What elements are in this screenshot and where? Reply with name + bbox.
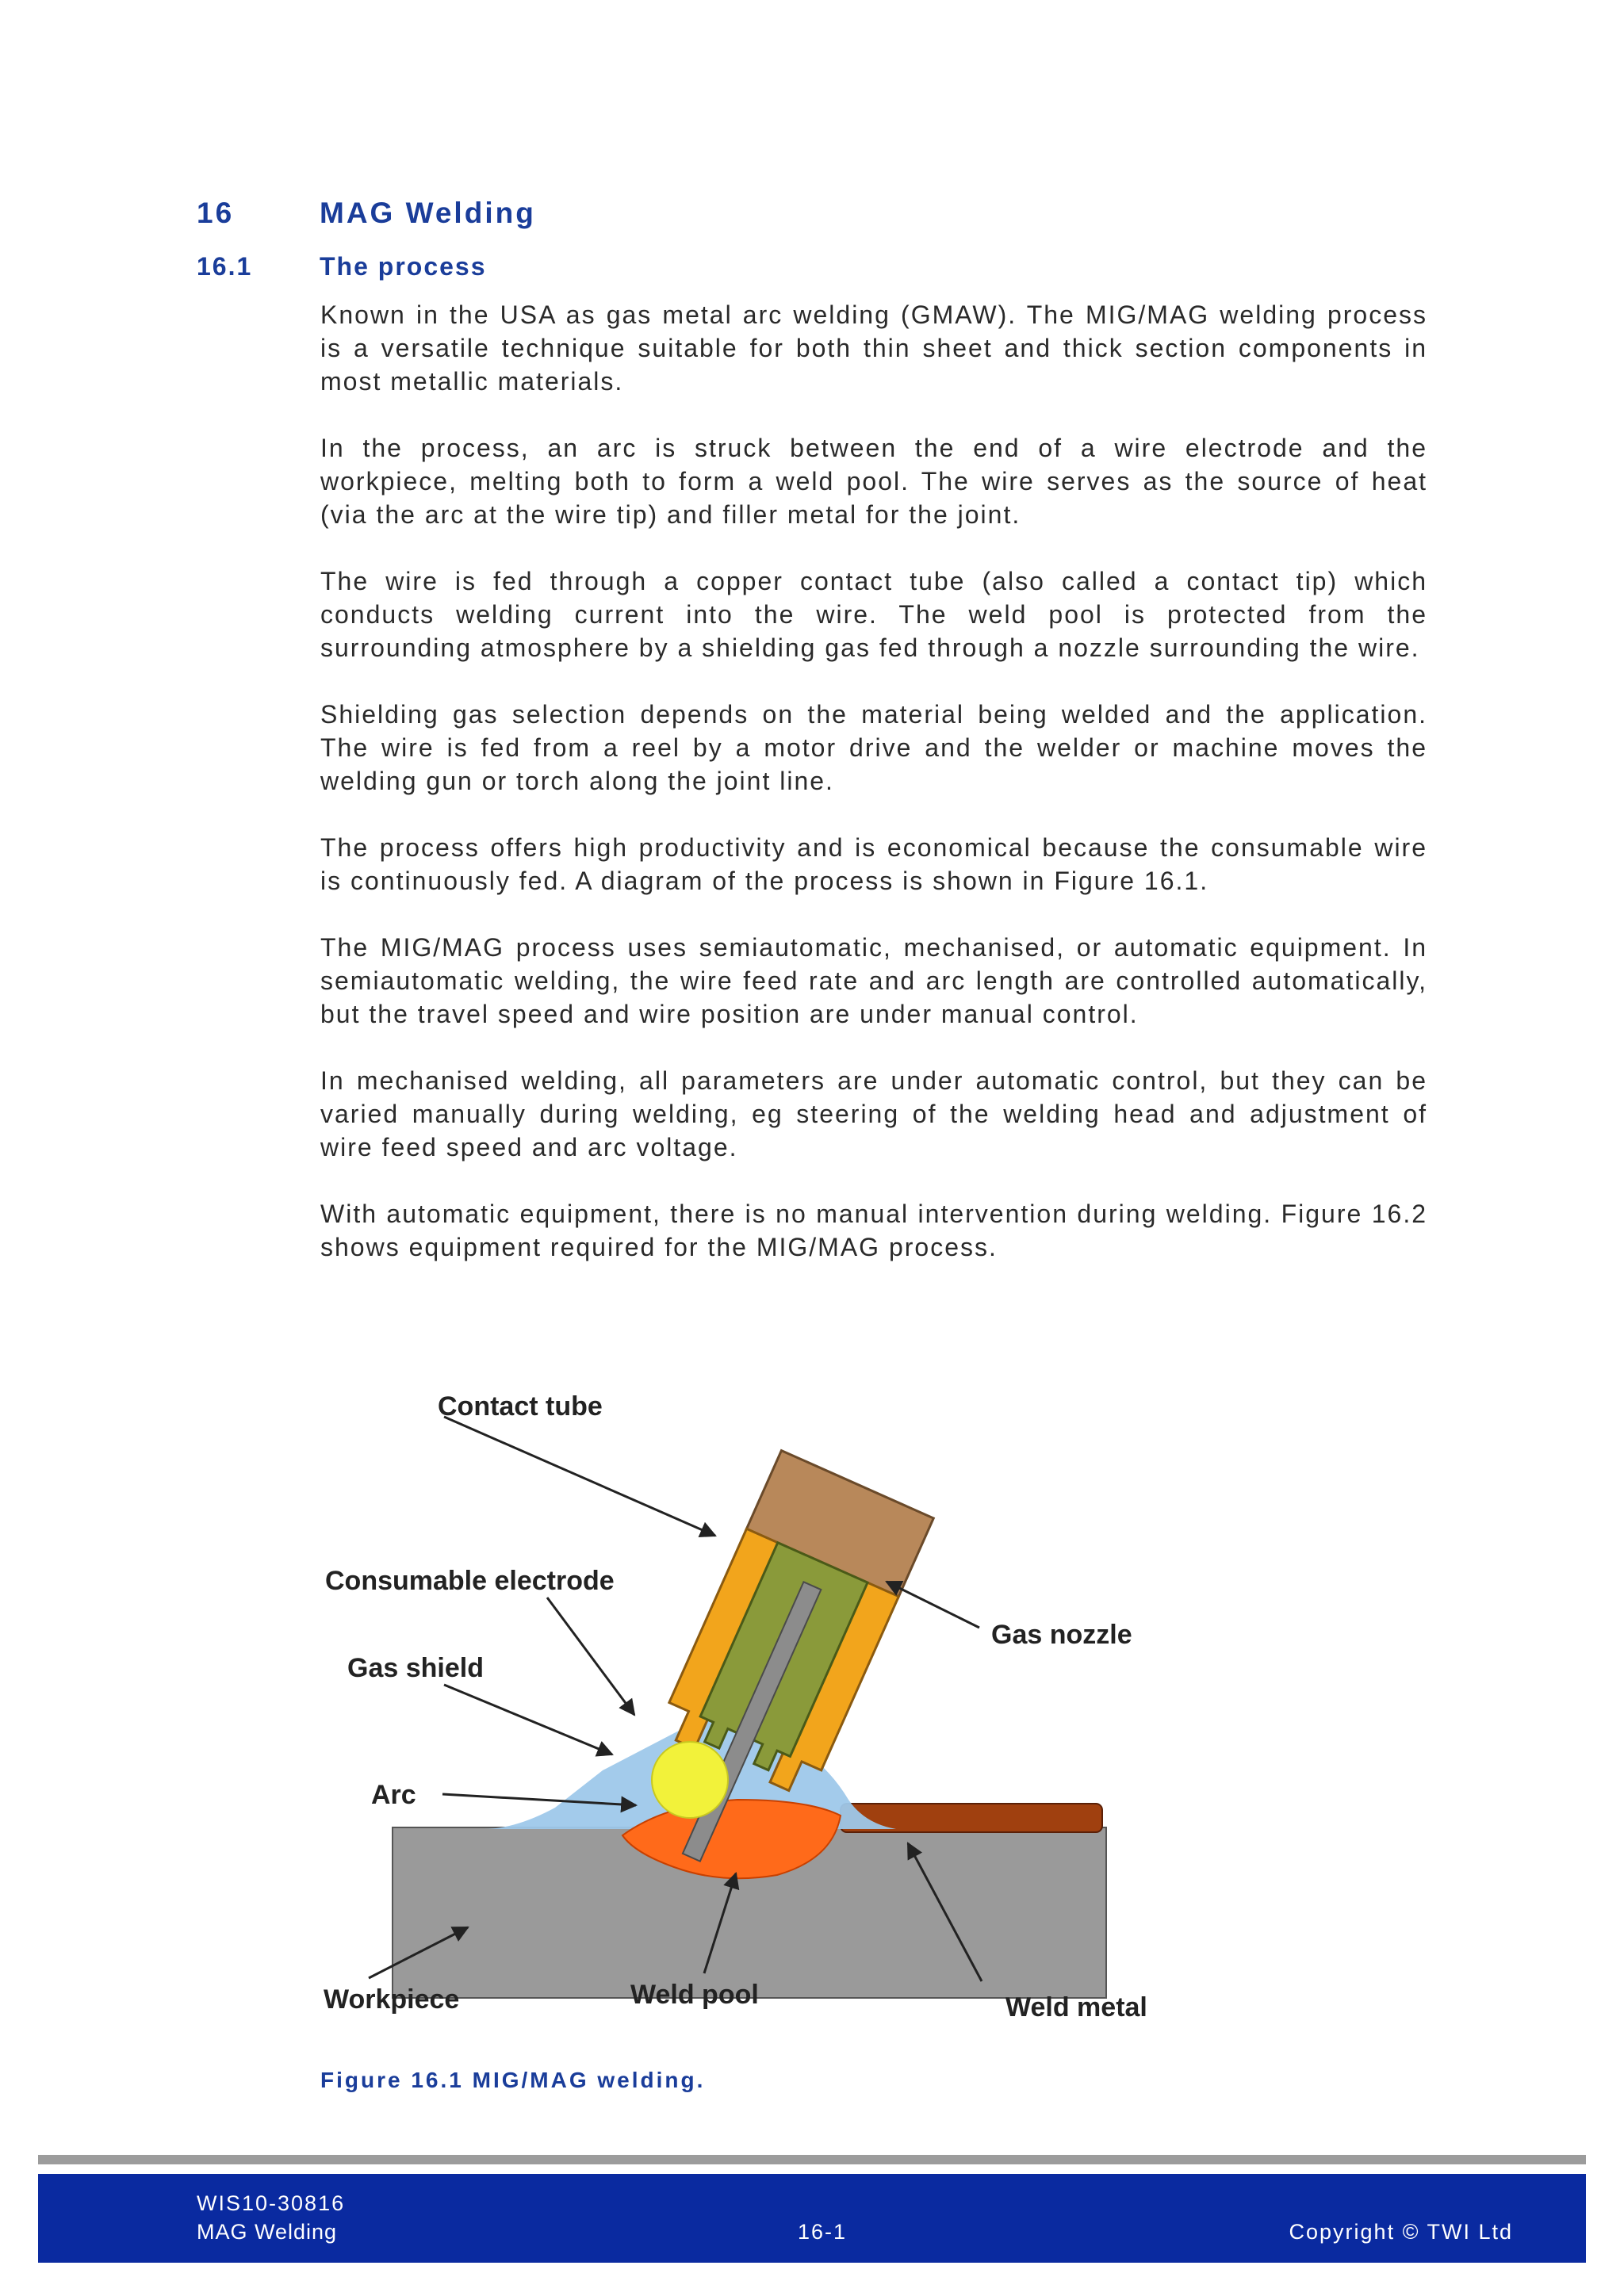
label-arc: Arc (371, 1780, 416, 1810)
section-number: 16.1 (197, 252, 253, 281)
label-consumable-electrode: Consumable electrode (325, 1566, 615, 1596)
section-title: The process (320, 252, 487, 281)
paragraph: With automatic equipment, there is no manual intervention during welding. Figure 16.2 shows equipment required for the MIG/MAG process. (320, 1200, 1427, 1261)
section-heading (197, 252, 487, 281)
figure-caption: Figure 16.1 MIG/MAG welding. (320, 2068, 706, 2092)
figure-mig-mag-welding (317, 1360, 1189, 2042)
footer-copyright: Copyright © TWI Ltd (1289, 2220, 1513, 2244)
chapter-heading (197, 197, 536, 230)
body-text (320, 298, 1427, 1297)
gas-nozzle-leader (887, 1582, 979, 1628)
contact-tube-leader (444, 1417, 715, 1536)
chapter-title: MAG Welding (320, 197, 536, 229)
paragraph: In mechanised welding, all parameters are under automatic control, but they can be varied manually during welding, eg steering of the welding head and adjustment of wire feed speed and arc voltage. (320, 1066, 1427, 1161)
label-workpiece: Workpiece (324, 1984, 460, 2015)
footer-section: MAG Welding (197, 2220, 338, 2244)
paragraph: Shielding gas selection depends on the material being welded and the application. The wire is fed from a reel by a motor drive and the welder or machine moves the welding gun or torch along the joint line. (320, 700, 1427, 795)
paragraph: The wire is fed through a copper contact tube (also called a contact tip) which conducts welding current into the wire. The weld pool is protected from the surrounding atmosphere by a shielding gas fed through a nozzle surrounding the wire. (320, 567, 1427, 662)
gas-shield-leader (444, 1685, 612, 1755)
label-gas-shield: Gas shield (347, 1653, 484, 1683)
page-footer (38, 2174, 1586, 2263)
paragraph: The MIG/MAG process uses semiautomatic, mechanised, or automatic equipment. In semiautomatic welding, the wire feed rate and arc length are controlled automatically, but the travel speed and wire position are under manual control. (320, 933, 1427, 1028)
footer-page-number: 16-1 (798, 2220, 848, 2244)
arc-glow (652, 1742, 728, 1818)
label-weld-pool: Weld pool (630, 1980, 759, 2010)
label-gas-nozzle: Gas nozzle (991, 1620, 1132, 1650)
paragraph: The process offers high productivity and is economical because the consumable wire is continuously fed. A diagram of the process is shown in Figure 16.1. (320, 833, 1427, 895)
chapter-number: 16 (197, 197, 235, 229)
footer-rule (38, 2155, 1586, 2164)
paragraph: In the process, an arc is struck between the end of a wire electrode and the workpiece, melting both to form a weld pool. The wire serves as the source of heat (via the arc at the wire tip) and filler metal for the joint. (320, 434, 1427, 529)
paragraph: Known in the USA as gas metal arc welding (GMAW). The MIG/MAG welding process is a versatile technique suitable for both thin sheet and thick section components in most metallic materials. (320, 300, 1427, 396)
electrode-leader (547, 1598, 634, 1715)
footer-doc-id: WIS10-30816 (197, 2191, 346, 2215)
welding-diagram (317, 1360, 1189, 2042)
label-weld-metal: Weld metal (1005, 1992, 1147, 2022)
label-contact-tube: Contact tube (438, 1391, 603, 1422)
